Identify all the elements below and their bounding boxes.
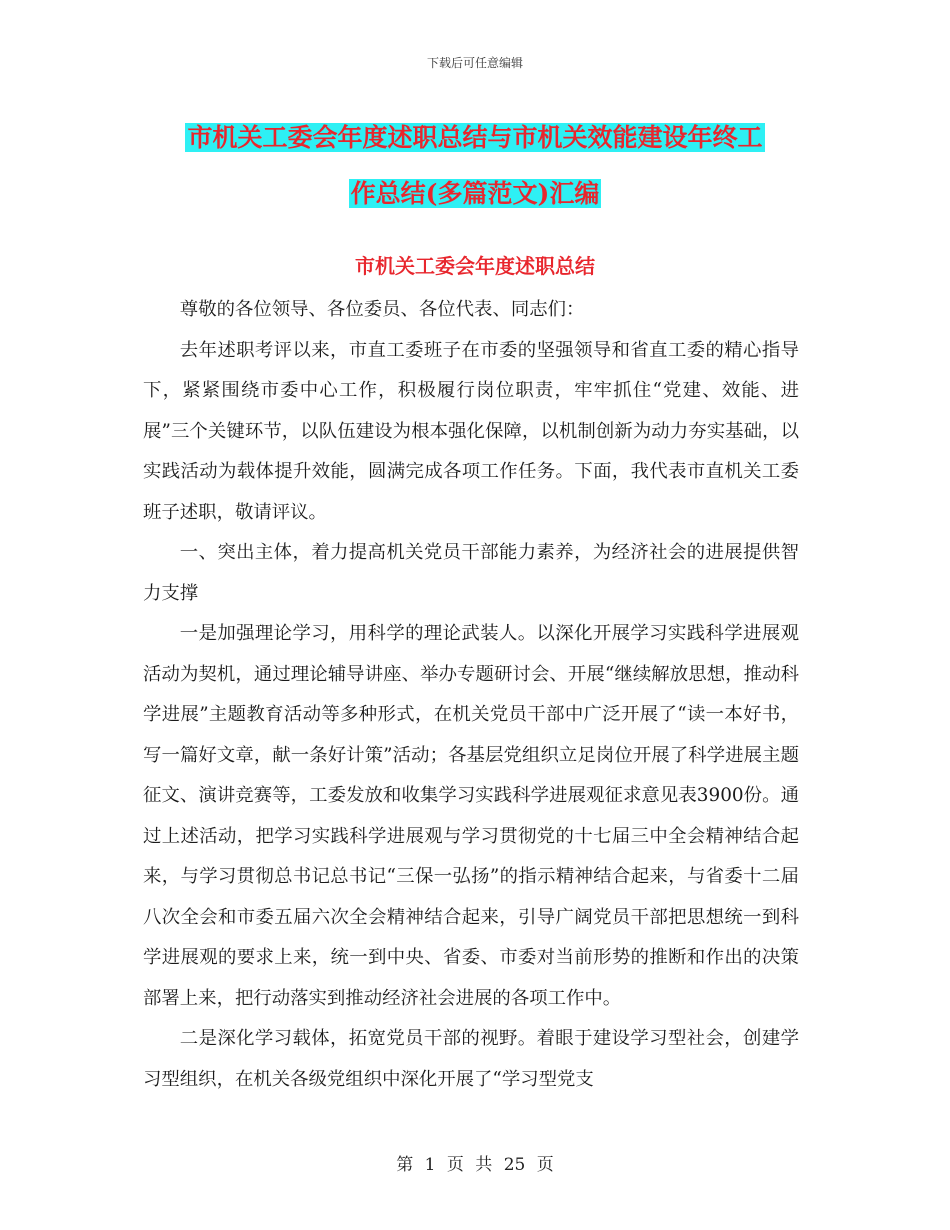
document-body (143, 290, 799, 1100)
title-line-1 (0, 110, 950, 166)
title-line-1-text: 市机关工委会年度述职总结与市机关效能建设年终工 (187, 123, 763, 152)
header-note: 下载后可任意编辑 (426, 56, 523, 70)
document-title (0, 110, 950, 222)
paragraph: 一、突出主体，着力提高机关党员干部能力素养，为经济社会的进展提供智力支撑 (143, 542, 799, 604)
paragraph: 一是加强理论学习，用科学的理论武装人。以深化开展学习实践科学进展观活动为契机，通过理论辅导讲座、举办专题研讨会、开展“继续解放思想，推动科学进展”主题教育活动等多种形式，在机关党员干部中广泛开展了“读一本好书，写一篇好文章，献一条好计策”活动；各基层党组织立足岗位开展了科学进展主题征文、演讲竞赛等，工委发放和收集学习实践科学进展观征求意见表3900份。通过上述活动，把学习实践科学进展观与学习贯彻党的十七届三中全会精神结合起来，与学习贯彻总书记总书记“三保一弘扬”的指示精神结合起来，与省委十二届八次全会和市委五届六次全会精神结合起来，引导广阔党员干部把思想统一到科学进展观的要求上来，统一到中央、省委、市委对当前形势的推断和作出的决策部署上来，把行动落实到推动经济社会进展的各项工作中。 (143, 623, 799, 1009)
paragraph: 尊敬的各位领导、各位委员、各位代表、同志们： (179, 299, 585, 320)
page-footer: 第 1 页 共 25 页 (396, 1155, 554, 1175)
paragraph: 去年述职考评以来，市直工委班子在市委的坚强领导和省直工委的精心指导下，紧紧围绕市委中心工作，积极履行岗位职责，牢牢抓住“党建、效能、进展”三个关键环节，以队伍建设为根本强化保障，以机制创新为动力夯实基础，以实践活动为载体提升效能，圆满完成各项工作任务。下面，我代表市直机关工委班子述职，敬请评议。 (143, 339, 799, 523)
section-title: 市机关工委会年度述职总结 (355, 254, 595, 278)
title-line-2 (0, 166, 950, 222)
title-line-2-text: 作总结(多篇范文)汇编 (350, 179, 600, 208)
paragraph: 二是深化学习载体，拓宽党员干部的视野。着眼于建设学习型社会，创建学习型组织，在机关各级党组织中深化开展了“学习型党支 (143, 1028, 799, 1090)
